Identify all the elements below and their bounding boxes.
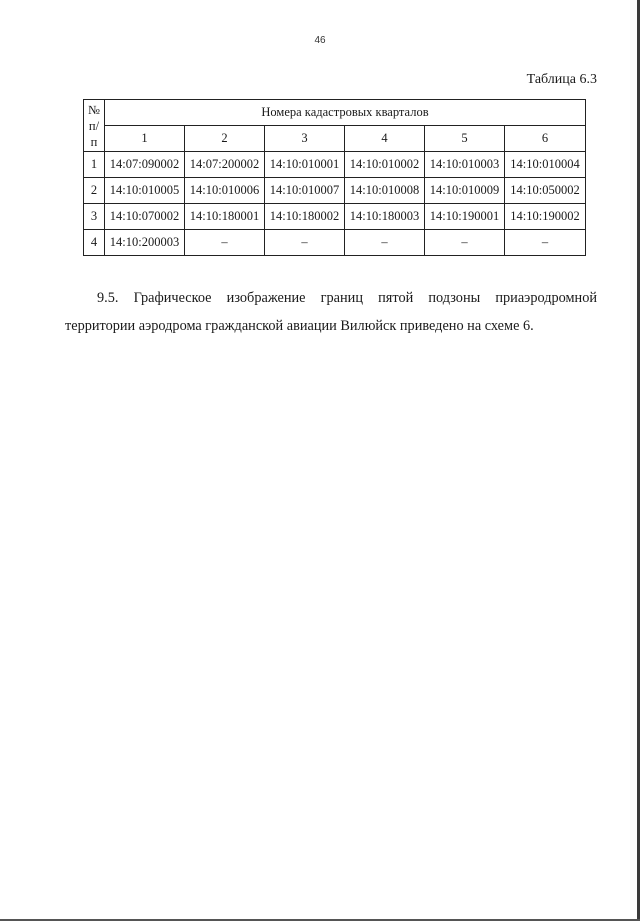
table-row [84, 204, 586, 230]
table-cell: 14:10:010006 [185, 178, 265, 204]
table-cell: – [425, 230, 505, 256]
table-cell: – [505, 230, 586, 256]
table-cell: 14:10:010007 [265, 178, 345, 204]
table-cell: 14:10:010002 [345, 152, 425, 178]
column-header: 2 [185, 126, 265, 152]
column-header: 4 [345, 126, 425, 152]
cadastral-quarters-table [83, 99, 586, 256]
row-number: 3 [84, 204, 105, 230]
table-cell: 14:10:180002 [265, 204, 345, 230]
page-number: 46 [314, 35, 326, 46]
row-number: 2 [84, 178, 105, 204]
column-header: 5 [425, 126, 505, 152]
table-cell: 14:10:190002 [505, 204, 586, 230]
column-header: 1 [105, 126, 185, 152]
table-cell: 14:07:090002 [105, 152, 185, 178]
table-cell: 14:10:010003 [425, 152, 505, 178]
column-header: 3 [265, 126, 345, 152]
table-cell: 14:10:050002 [505, 178, 586, 204]
num-header-text: № п/п [88, 102, 100, 149]
table-cell: 14:10:190001 [425, 204, 505, 230]
row-number: 1 [84, 152, 105, 178]
table-row [84, 178, 586, 204]
table-cell: 14:10:010001 [265, 152, 345, 178]
column-header: 6 [505, 126, 586, 152]
table-row [84, 152, 586, 178]
table-cell: – [345, 230, 425, 256]
table-header-row [84, 100, 586, 126]
table-cell: 14:10:010005 [105, 178, 185, 204]
table-cell: 14:10:070002 [105, 204, 185, 230]
paragraph-line-1: 9.5. Графическое изображение границ пятой подзоны приаэродромной [97, 290, 597, 306]
table-cell: 14:10:010004 [505, 152, 586, 178]
table-row [84, 230, 586, 256]
row-number: 4 [84, 230, 105, 256]
table-cell: 14:10:180003 [345, 204, 425, 230]
table-cell: – [185, 230, 265, 256]
table-cell: 14:07:200002 [185, 152, 265, 178]
group-header: Номера кадастровых кварталов [105, 100, 586, 126]
table-caption: Таблица 6.3 [526, 72, 597, 87]
body-paragraph [65, 284, 597, 340]
num-column-header [84, 100, 105, 152]
paragraph-line-2: территории аэродрома гражданской авиации Вилюйск приведено на схеме 6. [65, 318, 534, 334]
table-cell: 14:10:200003 [105, 230, 185, 256]
table-cell: 14:10:180001 [185, 204, 265, 230]
table-cell: – [265, 230, 345, 256]
table-subheader-row [84, 126, 586, 152]
table-cell: 14:10:010009 [425, 178, 505, 204]
table-cell: 14:10:010008 [345, 178, 425, 204]
